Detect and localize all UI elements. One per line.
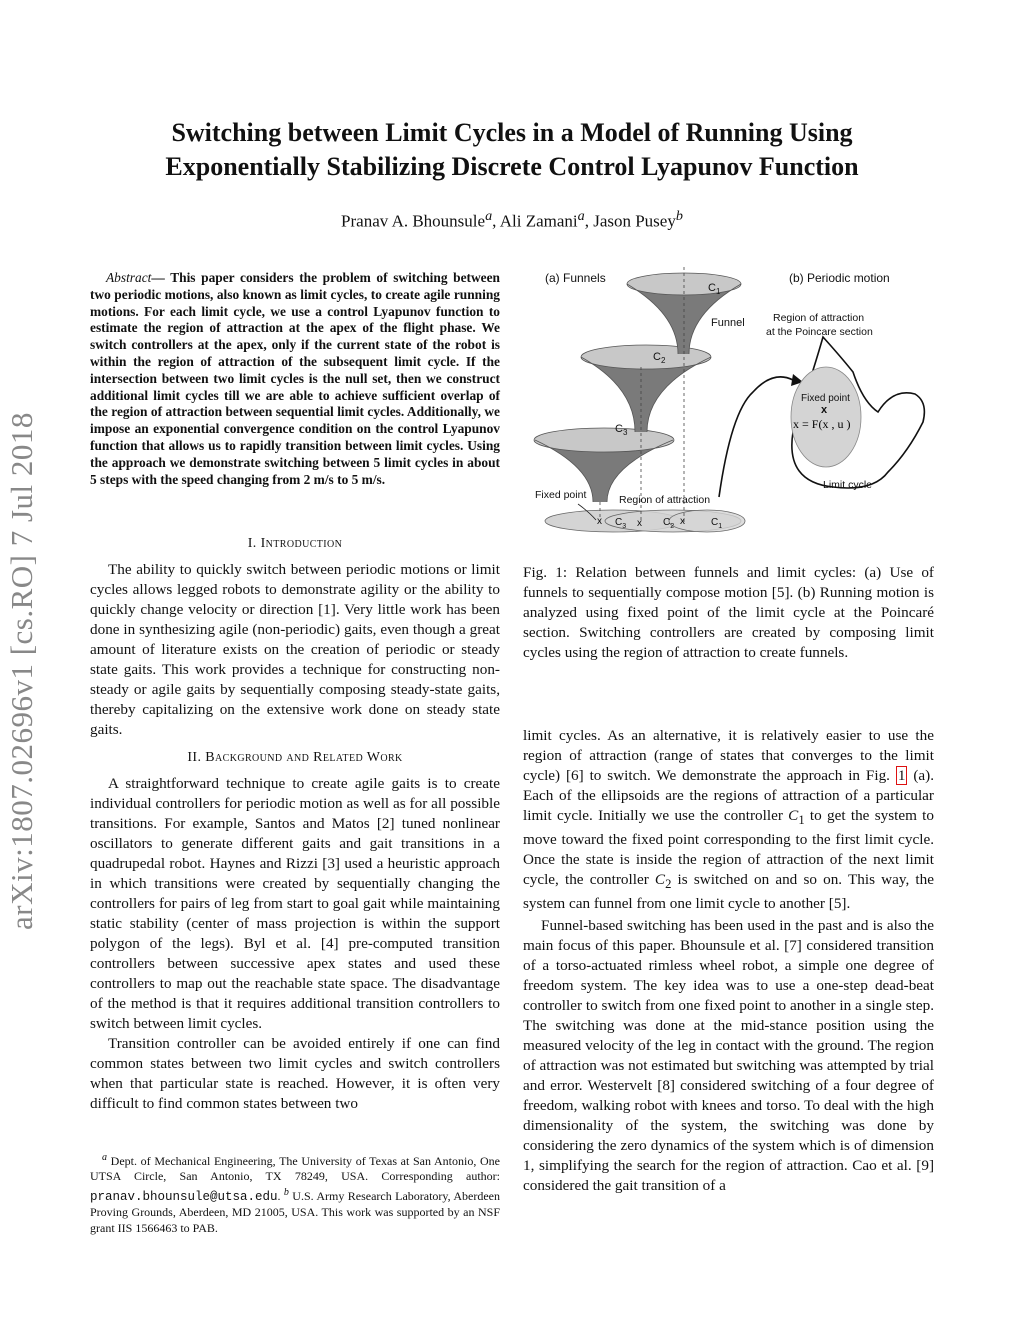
right-column <box>523 726 934 1196</box>
author-3: Jason Pusey <box>593 211 676 231</box>
section-1-heading: I. Introduction <box>247 536 343 551</box>
label-limit-cycle: Limit cycle <box>823 479 873 491</box>
section-2-heading: II. Background and Related Work <box>187 750 403 765</box>
fixed-point-equation: x = F(x , u ) <box>793 417 851 431</box>
controller-c1: C <box>788 807 799 824</box>
label-fixed-point-b: Fixed point <box>801 393 850 404</box>
label-c2-sub: 2 <box>660 356 666 365</box>
label-funnel: Funnel <box>711 317 745 329</box>
fig-1-reference-link[interactable]: 1 <box>897 767 906 784</box>
label-region-attraction-a: Region of attraction <box>619 494 711 506</box>
author-1-affil: a <box>485 208 493 224</box>
ellipse-label-c1: C <box>711 517 719 528</box>
title-line-2: Exponentially Stabilizing Discrete Control Lyapunov Function <box>165 152 859 181</box>
arxiv-identifier: arXiv:1807.02696v1 [cs.RO] 7 Jul 2018 <box>4 412 39 930</box>
ellipse-label-c1-sub: 1 <box>718 523 723 530</box>
label-c1-sub: 1 <box>715 287 721 296</box>
transition-arrow <box>719 377 793 497</box>
author-2-affil: a <box>577 208 585 224</box>
abstract-label: Abstract <box>106 270 152 285</box>
ellipse-label-c3: C <box>615 517 623 528</box>
svg-text:C3 <box>615 423 628 437</box>
label-c3: C <box>615 423 623 435</box>
label-c2: C <box>653 351 661 363</box>
svg-text:x: x <box>597 516 602 527</box>
ellipse-label-c3-sub: 3 <box>622 523 627 530</box>
footnote-part-1: Dept. of Mechanical Engineering, The University of Texas at San Antonio, One UTSA Circle, San Antonio, TX 78249, USA. Corresponding author: <box>90 1154 500 1184</box>
label-roa-b-1: Region of attraction <box>773 312 865 324</box>
figure-1-caption: Fig. 1: Relation between funnels and limit cycles: (a) Use of funnels to sequentially compose motion [5]. (b) Running motion is analyzed using fixed point of the limit cycle at the Poincaré section. Switching controllers are created by composing limit cycles using the region of attraction to create funnels. <box>523 564 934 661</box>
figure-label-b: (b) Periodic motion <box>789 271 890 285</box>
paper-title <box>90 116 934 184</box>
background-paragraph-1: A straightforward technique to create agile gaits is to create individual controllers for periodic motion as well as for all possible transitions. For example, Santos and Matos [2] tuned nonlinear oscillators to generate different gaits and gait transitions in a quadrupedal robot. Haynes and Rizzi [3] used a heuristic approach in which transitions were created by sequentially changing the controllers for pairs of leg from start to goal gait while maintaining static stability (center of mass projection is within the support polygon of the legs). Byl et al. [4] pre-computed transition controllers between successive apex states and used these controllers to map out the reachable state space. The disadvantage of the method is that it requires additional transition controllers to switch between limit cycles. <box>90 775 500 1032</box>
right-paragraph-1: limit cycles. As an alternative, it is relatively easier to use the region of attraction (range of states that converges to the limit cycle) [6] to switch. We demonstrate the approach in Fig. 1 (a). Each of the ellipsoids are the regions of attraction of a particular limit cycle. Initially we use the controller $C_1$ to get the system to move toward the fixed point corresponding to the first limit cycle. Once the state is inside the region of attraction of the next limit cycle, the controller $C_2$ is switched on and so on. This way, the system can funnel from one limit cycle to another [5]. <box>523 727 934 913</box>
left-column <box>90 534 500 1114</box>
svg-text:x: x <box>821 404 828 416</box>
footnote-affil-a: a <box>102 1152 107 1163</box>
footnote-part-2: U.S. Army Research Laboratory, Aberdeen Proving Grounds, Aberdeen, MD 21005, USA. This work was supported by an NSF grant IIS 1566463 to PAB. <box>90 1188 501 1235</box>
ellipse-label-c2: C <box>663 517 671 528</box>
abstract-text: This paper considers the problem of switching between two periodic motions, also known as limit cycles, to create agile running motions. For each limit cycle, we use a control Lyapunov function to estimate the region of attraction at the apex of the flight phase. We switch controllers at the apex, only if the current state of the robot is within the region of attraction of the subsequent limit cycle. If the intersection between two limit cycles is the null set, then we construct additional limit cycles till we are able to achieve sufficient overlap of the region of attraction between sequential limit cycles. Additionally, we impose an exponential convergence condition on the control Lyapunov function that allows us to rapidly transition between limit cycles. Using the approach we demonstrate switching between 5 limit cycles in about 5 steps with the speed changing from 2 m/s to 5 m/s. <box>90 270 501 487</box>
controller-c2: C <box>654 871 666 889</box>
ellipse-label-c2-sub: 2 <box>670 523 675 530</box>
figure-1 <box>523 262 935 544</box>
controller-c1-sub: 1 <box>798 813 805 828</box>
figure-label-a: (a) Funnels <box>545 271 606 285</box>
background-paragraph-2: Transition controller can be avoided entirely if one can find common states between two limit cycles and switch controllers when that particular state is reached. However, it is often very difficult to find common states between two <box>90 1035 500 1112</box>
label-fixed-point-a: Fixed point <box>535 489 587 501</box>
label-c1: C <box>708 282 716 294</box>
author-2: Ali Zamani <box>499 211 578 231</box>
right-paragraph-2: Funnel-based switching has been used in the past and is also the main focus of this paper. Bhounsule et al. [7] considered transition of a torso-actuated rimless wheel robot, a simple one degree of freedom system. The key idea was to use a one-step dead-beat controller to switch from one fixed point to another in a single step. The switching was done at the mid-stance position using the measured velocity of the leg in contact with the ground. The region of attraction was not estimated but switching was attempted by trial and error. Westervelt [8] considered switching of a four degree of freedom, walking robot with knees and torso. To deal with the high dimensionality of the system, the switching was done by considering the zero dynamics of the system which is of dimension 1, simplifying the search for the region of attraction. Cao et al. [9] considered the gait transition of a <box>523 917 934 1195</box>
footnote-affil-b: b <box>283 1186 289 1198</box>
footnote-email[interactable]: pranav.bhounsule@utsa.edu <box>90 1189 278 1204</box>
label-roa-b-2: at the Poincare section <box>766 326 873 338</box>
title-line-1: Switching between Limit Cycles in a Model of Running Using <box>171 118 853 147</box>
author-1: Pranav A. Bhounsule <box>341 211 486 231</box>
label-c3-sub: 3 <box>622 428 628 437</box>
author-3-affil: b <box>675 208 683 224</box>
svg-text:x: x <box>680 516 685 527</box>
svg-text:x: x <box>637 518 642 529</box>
author-list: Pranav A. Bhounsule$^a$, Ali Zamani$^a$, Jason Pusey$^b$ <box>341 208 683 231</box>
abstract: Abstract— This paper considers the problem of switching between two periodic motions, also known as limit cycles, to create agile running motions. For each limit cycle, we use a control Lyapunov function to estimate the region of attraction at the apex of the flight phase. We switch controllers at the apex, only if the current state of the robot is within the region of attraction of the subsequent limit cycle. If the intersection between two limit cycles is the null set, then we construct additional limit cycles till we are able to achieve sufficient overlap of the region of attraction between sequential limit cycles. Additionally, we impose an exponential convergence condition on the control Lyapunov function that allows us to rapidly transition between limit cycles. Using the approach we demonstrate switching between 5 limit cycles in about 5 steps with the speed changing from 2 m/s to 5 m/s. <box>90 270 501 487</box>
footnote: $^a$ Dept. of Mechanical Engineering, The University of Texas at San Antonio, One UTSA Circle, San Antonio, TX 78249, USA. Corresponding author: pranav.bhounsule@utsa.edu. $^b$ U.S. Army Research Laboratory, Aberdeen Proving Grounds, Aberdeen, MD 21005, USA. This work was supported by an NSF grant IIS 1566463 to PAB. <box>90 1152 501 1235</box>
controller-c2-sub: 2 <box>665 877 672 892</box>
intro-paragraph: The ability to quickly switch between periodic motions or limit cycles allows legged robots to demonstrate agility or the ability to quickly change velocity or direction [1]. Very little work has been done in synthesizing agile (non-periodic) gaits, even though a great amount of literature exists on the creation of periodic or steady state gaits. This work provides a technique for constructing non-steady or agile gaits by sequentially composing steady-state gaits, thereby capitalizing on the extensive work done on steady state gaits. <box>90 561 500 738</box>
funnel-c2 <box>581 345 711 432</box>
